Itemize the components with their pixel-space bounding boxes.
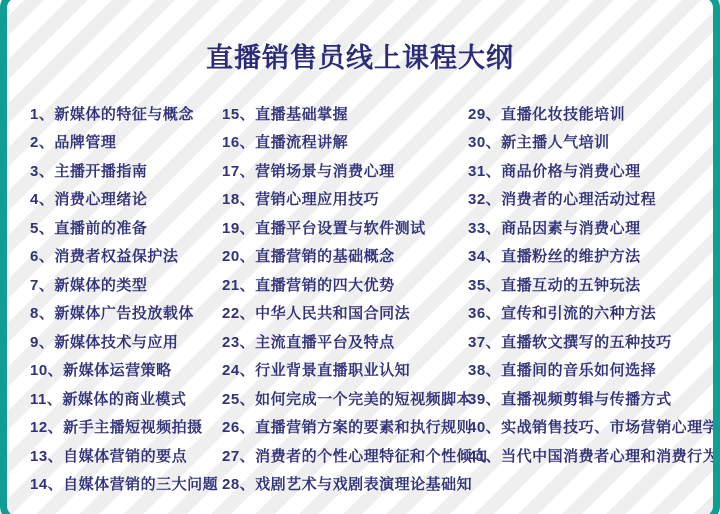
course-item: 14、自媒体营销的三大问题: [30, 476, 219, 494]
page-title: 直播销售员线上课程大纲: [206, 43, 514, 73]
course-item: 29、直播化妆技能培训: [468, 105, 626, 123]
course-item: 2、品牌管理: [30, 134, 117, 152]
course-item: 39、直播视频剪辑与传播方式: [468, 390, 672, 408]
course-item: 11、新媒体的商业模式: [30, 390, 187, 408]
course-item: 34、直播粉丝的维护方法: [468, 248, 641, 266]
course-item: 27、消费者的个性心理特征和个性倾向: [222, 447, 488, 465]
course-item: 5、直播前的准备: [30, 219, 148, 237]
course-item: 36、宣传和引流的六种方法: [468, 305, 657, 323]
course-item: 35、直播互动的五钟玩法: [468, 276, 641, 294]
course-column-1: [30, 99, 222, 498]
course-item: 13、自媒体营销的要点: [30, 447, 188, 465]
course-item: 38、直播间的音乐如何选择: [468, 362, 657, 380]
course-item: 17、营销场景与消费心理: [222, 162, 395, 180]
course-item: 6、消费者权益保护法: [30, 248, 179, 266]
course-item: 28、戏剧艺术与戏剧表演理论基础知: [222, 476, 473, 494]
course-item: 26、直播营销方案的要素和执行规则: [222, 419, 473, 437]
course-item: 31、商品价格与消费心理: [468, 162, 641, 180]
course-item: 12、新手主播短视频拍摄: [30, 419, 203, 437]
course-column-2: [222, 99, 488, 498]
course-item: 15、直播基础掌握: [222, 105, 349, 123]
course-item: 23、主流直播平台及特点: [222, 333, 395, 351]
course-item: 22、中华人民共和国合同法: [222, 305, 411, 323]
course-item: 3、主播开播指南: [30, 162, 148, 180]
course-item: 21、直播营销的四大优势: [222, 276, 395, 294]
course-item: 19、直播平台设置与软件测试: [222, 219, 426, 237]
course-item: 10、新媒体运营策略: [30, 362, 172, 380]
course-item: 18、营销心理应用技巧: [222, 191, 380, 209]
course-item: 25、如何完成一个完美的短视频脚本: [222, 390, 473, 408]
course-column-3: [468, 99, 720, 498]
course-list: [0, 99, 720, 498]
course-item: 9、新媒体技术与应用: [30, 333, 179, 351]
course-item: 41、当代中国消费者心理和消费行为: [468, 447, 719, 465]
course-item: 4、消费心理绪论: [30, 191, 148, 209]
course-item: 8、新媒体广告投放载体: [30, 305, 194, 323]
course-item: 37、直播软文撰写的五种技巧: [468, 333, 672, 351]
course-item: 16、直播流程讲解: [222, 134, 349, 152]
course-item: 40、实战销售技巧、市场营销心理学: [468, 419, 719, 437]
course-item: 7、新媒体的类型: [30, 276, 148, 294]
course-item: 20、直播营销的基础概念: [222, 248, 395, 266]
course-item: 24、行业背景直播职业认知: [222, 362, 411, 380]
course-item: 33、商品因素与消费心理: [468, 219, 641, 237]
course-item: 30、新主播人气培训: [468, 134, 610, 152]
course-item: 32、消费者的心理活动过程: [468, 191, 657, 209]
course-item: 1、新媒体的特征与概念: [30, 105, 194, 123]
